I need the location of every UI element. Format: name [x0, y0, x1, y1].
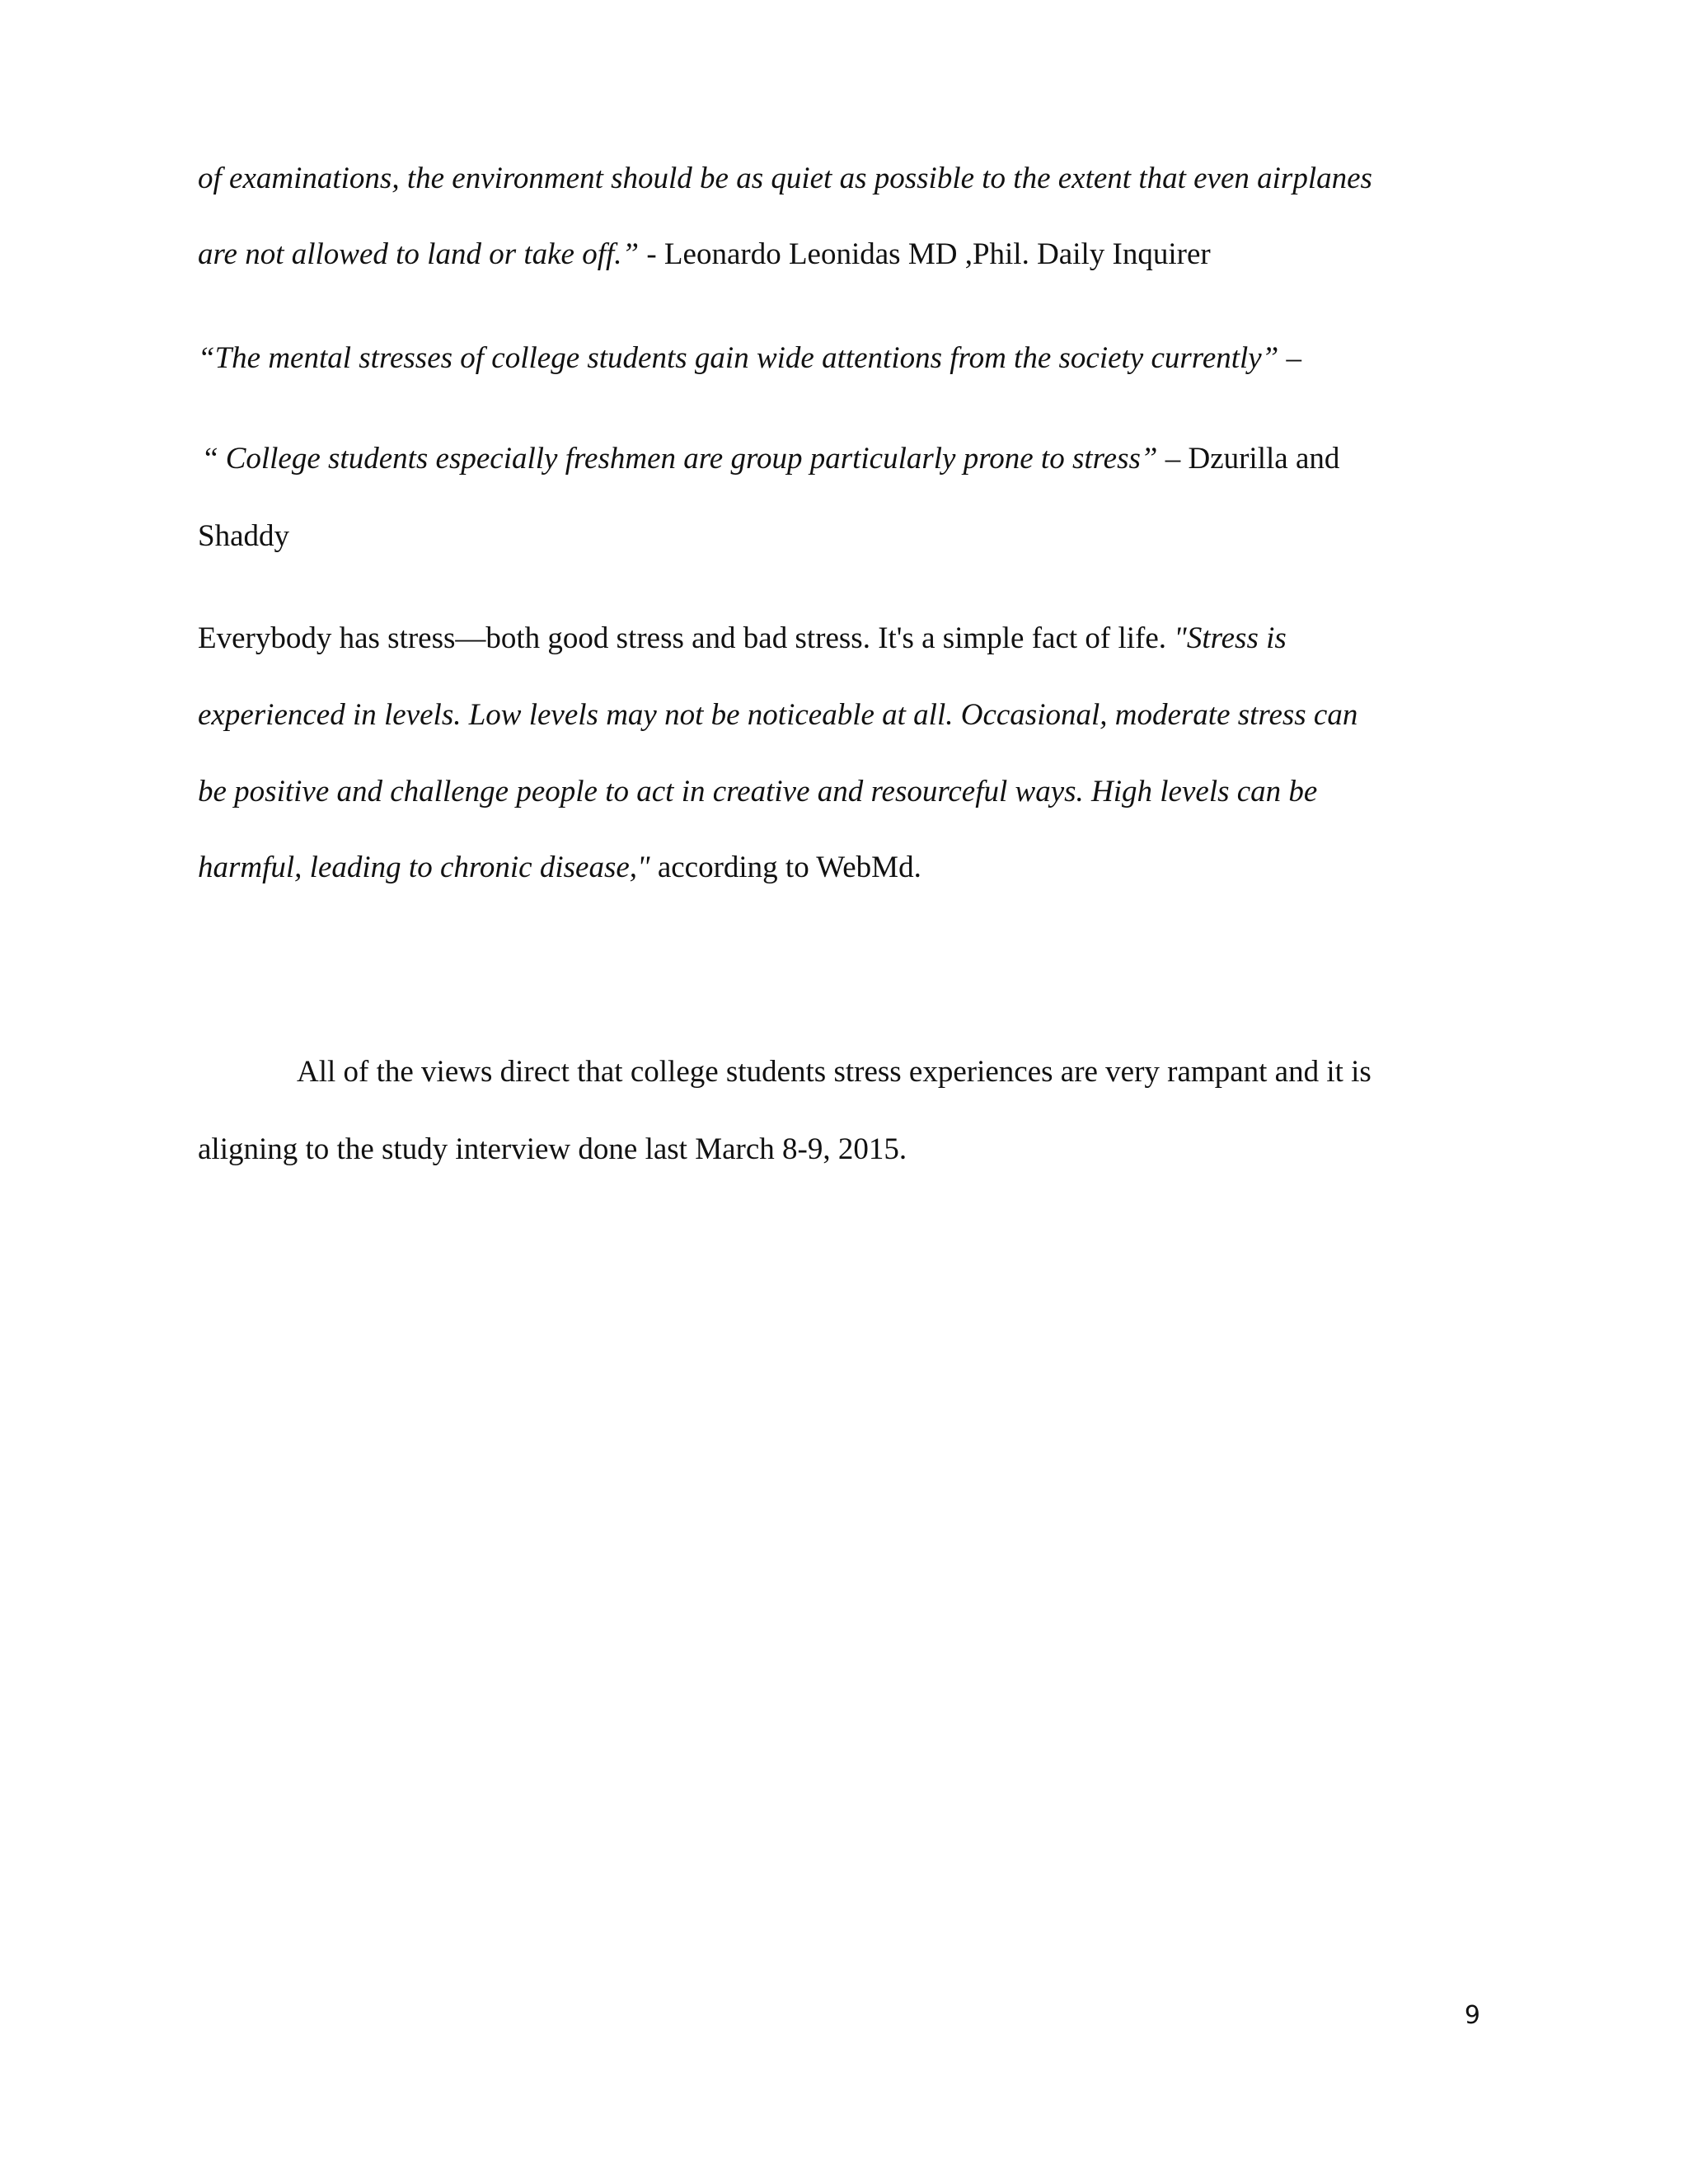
webmd-line2: experienced in levels. Low levels may not be noticeable at all. Occasional, moderate stress can	[198, 698, 1358, 732]
webmd-line1-regular: Everybody has stress—both good stress and bad stress. It's a simple fact of life.	[198, 621, 1175, 655]
conclusion-line2: aligning to the study interview done last March 8-9, 2015.	[198, 1132, 907, 1166]
quote2-line: “The mental stresses of college students gain wide attentions from the society currently” –	[198, 341, 1302, 375]
quote3-line1	[204, 443, 1339, 474]
quote3-line2: Shaddy	[198, 519, 289, 553]
webmd-line1-italic: "Stress is	[1174, 621, 1287, 655]
webmd-line1	[198, 623, 1287, 654]
quote3-italic: College students especially freshmen are group particularly prone to stress” –	[225, 442, 1181, 476]
conclusion-line1: All of the views direct that college students stress experiences are very rampant and it is	[297, 1055, 1372, 1089]
webmd-line3: be positive and challenge people to act in creative and resourceful ways. High levels can be	[198, 775, 1318, 808]
webmd-line4	[198, 852, 921, 883]
quote1-attribution: - Leonardo Leonidas MD ,Phil. Daily Inquirer	[639, 237, 1211, 271]
quote3-attribution: Dzurilla and	[1180, 442, 1340, 476]
quote1-line1: of examinations, the environment should be as quiet as possible to the extent that even airplanes	[198, 162, 1372, 195]
quote1-line2-italic: are not allowed to land or take off.”	[198, 237, 640, 271]
page-number: 9	[1464, 2001, 1480, 2030]
webmd-line4-italic: harmful, leading to chronic disease,"	[198, 851, 650, 884]
webmd-line4-regular: according to WebMd.	[649, 851, 921, 884]
quote3-open-mark: “	[204, 442, 226, 476]
quote1-line2	[198, 239, 1211, 269]
